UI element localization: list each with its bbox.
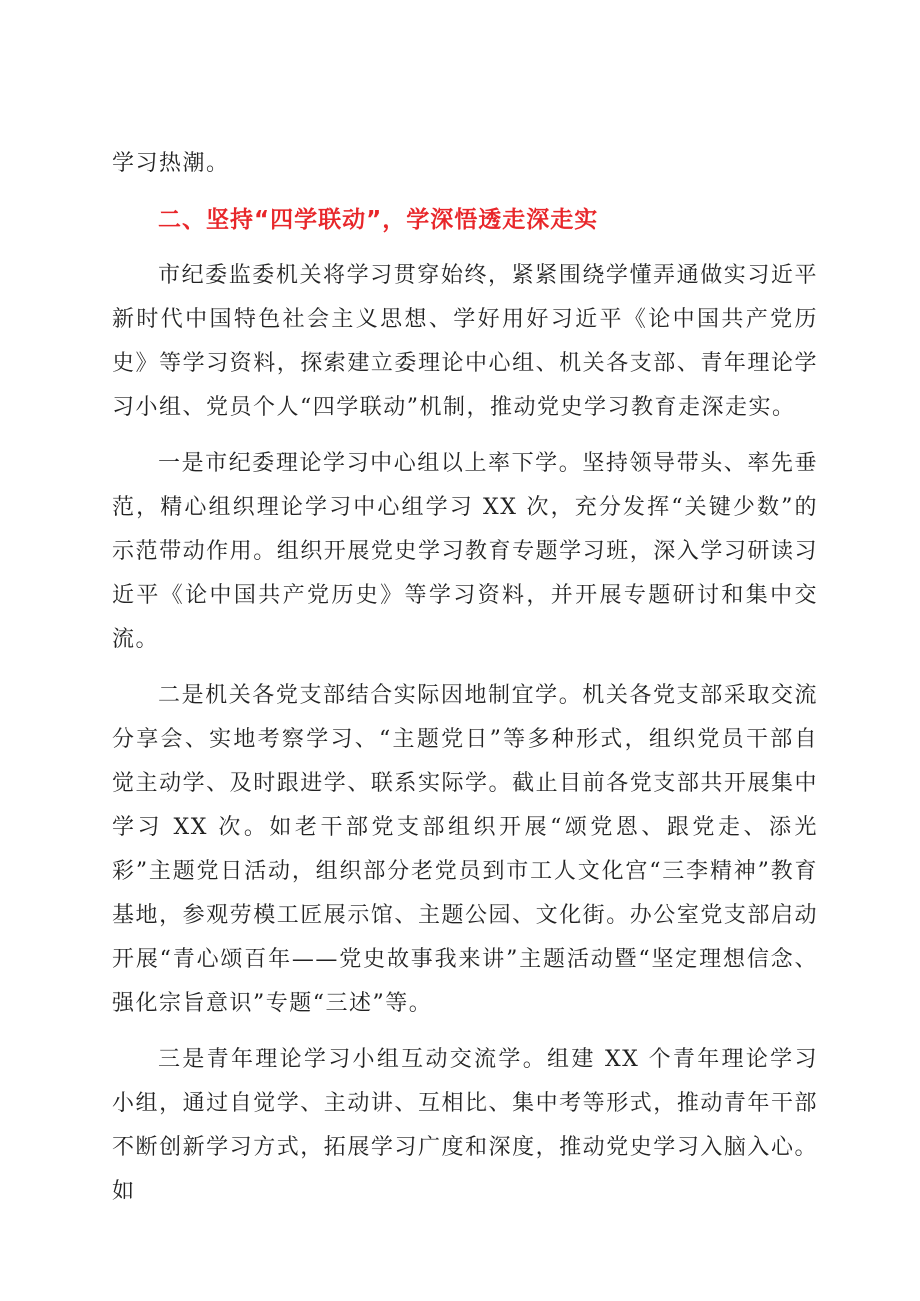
body-paragraph-second: 二是机关各党支部结合实际因地制宜学。机关各党支部采取交流分享会、实地考察学习、“主题党日”等多种形式，组织党员干部自觉主动学、及时跟进学、联系实际学。截止目前各党支部共开展集中学习 XX 次。如老干部党支部组织开展“颂党恩、跟党走、添光彩”主题党日活动，组织部分老党员到市工人文化宫“三李精神”教育基地，参观劳模工匠展示馆、主题公园、文化街。办公室党支部启动开展“青心颂百年——党史故事我来讲”主题活动暨“坚定理想信念、强化宗旨意识”专题“三述”等。 [112, 683, 818, 1016]
document-body [112, 142, 818, 1214]
continuation-text: 学习热潮。 [112, 151, 230, 176]
body-paragraph-intro: 市纪委监委机关将学习贯穿始终，紧紧围绕学懂弄通做实习近平新时代中国特色社会主义思想、学好用好习近平《论中国共产党历史》等学习资料，探索建立委理论中心组、机关各支部、青年理论学习小组、党员个人“四学联动”机制，推动党史学习教育走深走实。 [112, 263, 818, 420]
body-paragraph-first: 一是市纪委理论学习中心组以上率下学。坚持领导带头、率先垂范，精心组织理论学习中心组学习 XX 次，充分发挥“关键少数”的示范带动作用。组织开展党史学习教育专题学习班，深入学习研读习近平《论中国共产党历史》等学习资料，并开展专题研讨和集中交流。 [112, 451, 818, 652]
body-paragraph-third: 三是青年理论学习小组互动交流学。组建 XX 个青年理论学习小组，通过自觉学、主动讲、互相比、集中考等形式，推动青年干部不断创新学习方式，拓展学习广度和深度，推动党史学习入脑入心。如 [112, 1047, 818, 1204]
section-heading: 二、坚持“四学联动”，学深悟透走深走实 [158, 207, 599, 233]
